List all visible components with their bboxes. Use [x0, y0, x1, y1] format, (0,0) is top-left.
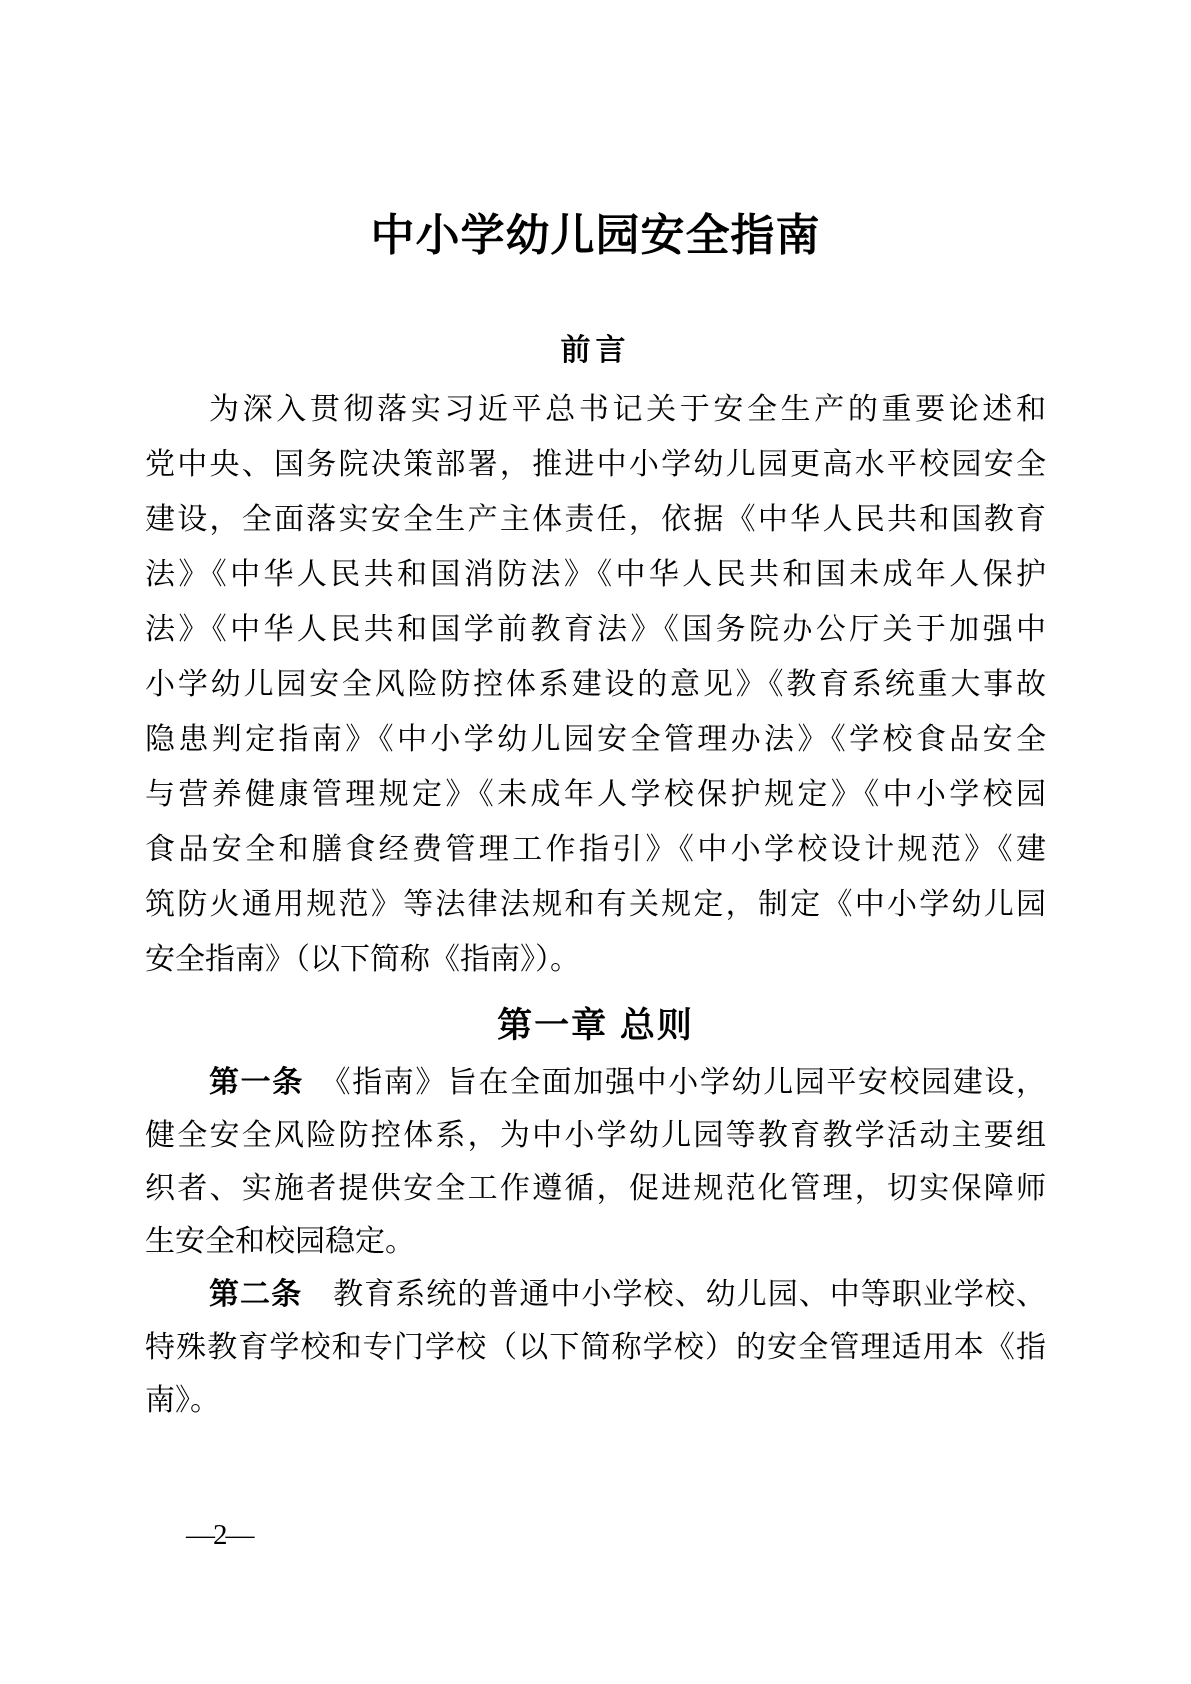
- text-line: 食品安全和膳食经费管理工作指引》《中小学校设计规范》《建: [145, 833, 1046, 866]
- text-line: 第一条 《指南》旨在全面加强中小学幼儿园平安校园建设，: [209, 1066, 1047, 1099]
- text-line: 为深入贯彻落实习近平总书记关于安全生产的重要论述和: [209, 393, 1046, 426]
- text-line: 与营养健康管理规定》《未成年人学校保护规定》《中小学校园: [145, 778, 1046, 811]
- text-line: 织者、实施者提供安全工作遵循，促进规范化管理，切实保障师: [145, 1172, 1046, 1205]
- text-line: 安全指南》（以下简称《指南》）。: [145, 943, 580, 976]
- article-number: 第一条: [209, 1066, 304, 1099]
- text-line: 第二条 教育系统的普通中小学校、幼儿园、中等职业学校、: [209, 1278, 1047, 1311]
- text-line: 党中央、国务院决策部署，推进中小学幼儿园更高水平校园安全: [145, 448, 1046, 481]
- article-2-paragraph: [145, 1268, 1046, 1427]
- chapter-heading: 第一章 总则: [497, 1006, 694, 1045]
- page-number: —2—: [186, 1519, 253, 1551]
- text-line: 法》《中华人民共和国学前教育法》《国务院办公厅关于加强中: [145, 613, 1046, 646]
- text-line: 小学幼儿园安全风险防控体系建设的意见》《教育系统重大事故: [145, 668, 1046, 701]
- preface-heading: 前言: [560, 334, 631, 367]
- text-line: 特殊教育学校和专门学校（以下简称学校）的安全管理适用本《指: [145, 1331, 1046, 1364]
- preface-paragraph: [145, 382, 1046, 987]
- document-title: 中小学幼儿园安全指南: [370, 211, 821, 260]
- text-line: 南》。: [145, 1384, 220, 1417]
- article-number: 第二条: [209, 1278, 303, 1311]
- text-line: 隐患判定指南》《中小学幼儿园安全管理办法》《学校食品安全: [145, 723, 1046, 756]
- text-line: 健全安全风险防控体系，为中小学幼儿园等教育教学活动主要组: [145, 1119, 1046, 1152]
- text-line: 建设，全面落实安全生产主体责任，依据《中华人民共和国教育: [145, 503, 1046, 536]
- text-line: 生安全和校园稳定。: [145, 1225, 415, 1258]
- text-line: 法》《中华人民共和国消防法》《中华人民共和国未成年人保护: [145, 558, 1046, 591]
- text-line: 筑防火通用规范》等法律法规和有关规定，制定《中小学幼儿园: [145, 888, 1046, 921]
- article-1-paragraph: [145, 1056, 1046, 1268]
- chapter-articles: [145, 1056, 1046, 1427]
